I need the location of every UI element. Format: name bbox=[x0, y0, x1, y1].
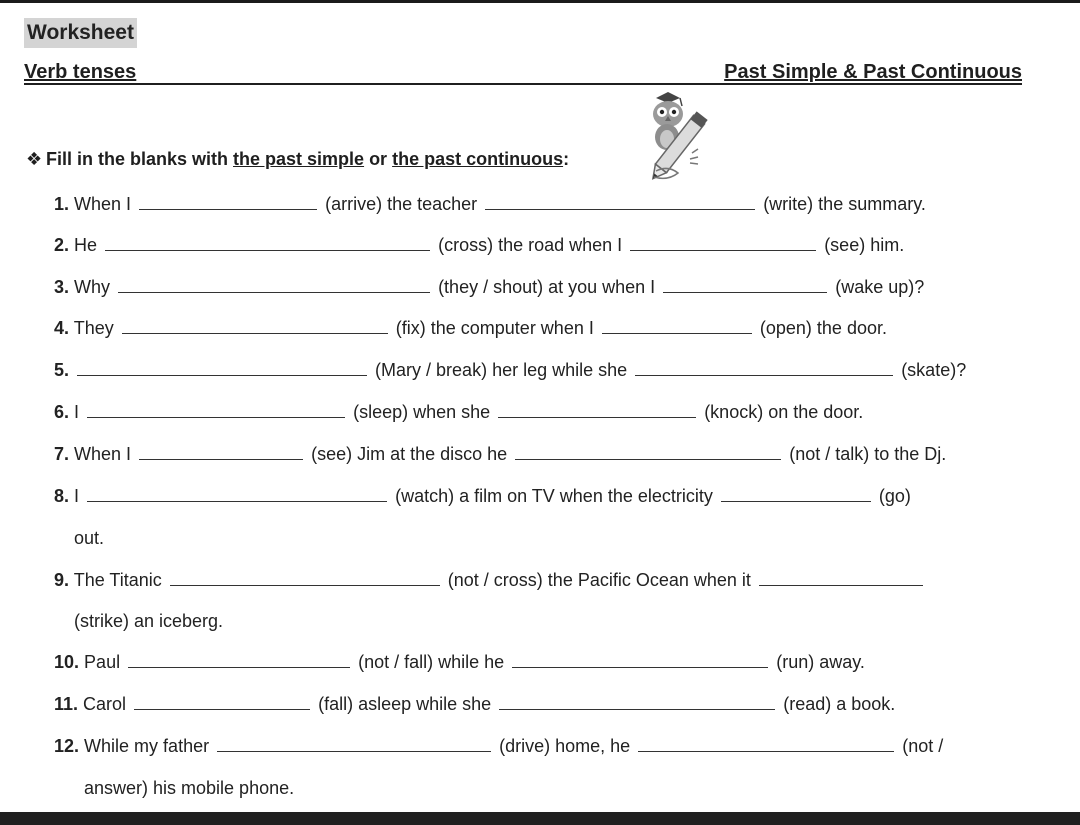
item-number: 3. bbox=[54, 277, 70, 297]
answer-blank[interactable] bbox=[515, 445, 781, 460]
subtopic-heading: Past Simple & Past Continuous bbox=[724, 61, 1022, 83]
item-text: (not / cross) the Pacific Ocean when it bbox=[447, 570, 751, 590]
past-simple-term: the past simple bbox=[233, 149, 365, 169]
instructions-colon: : bbox=[563, 149, 570, 169]
answer-blank[interactable] bbox=[122, 319, 388, 334]
item-number: 6. bbox=[54, 402, 70, 422]
item-text: (see) Jim at the disco he bbox=[311, 444, 508, 464]
item-number: 7. bbox=[54, 444, 70, 464]
answer-blank[interactable] bbox=[630, 236, 816, 251]
answer-blank[interactable] bbox=[512, 653, 768, 668]
item-text: (not / fall) while he bbox=[358, 652, 505, 672]
item-text: Why bbox=[74, 277, 111, 297]
item-text: (they / shout) at you when I bbox=[438, 277, 656, 297]
exercise-item-11 bbox=[54, 693, 895, 715]
answer-blank[interactable] bbox=[87, 487, 387, 502]
item-text: (watch) a film on TV when the electricity bbox=[395, 486, 713, 506]
answer-blank[interactable] bbox=[128, 653, 350, 668]
item-text: out. bbox=[74, 528, 105, 548]
answer-blank[interactable] bbox=[134, 695, 310, 710]
instructions-text: Fill in the blanks with bbox=[46, 149, 234, 169]
answer-blank[interactable] bbox=[217, 737, 491, 752]
bottom-border bbox=[0, 812, 1080, 825]
item-text: (arrive) the teacher bbox=[325, 194, 478, 214]
answer-blank[interactable] bbox=[170, 571, 440, 586]
instructions-text-join: or bbox=[364, 149, 393, 169]
item-text: (wake up)? bbox=[835, 277, 925, 297]
exercise-item-6 bbox=[54, 401, 863, 423]
item-text: Paul bbox=[84, 652, 121, 672]
item-text: (not / bbox=[902, 736, 944, 756]
answer-blank[interactable] bbox=[499, 695, 775, 710]
answer-blank[interactable] bbox=[139, 445, 303, 460]
item-number: 12. bbox=[54, 736, 80, 756]
item-text: (drive) home, he bbox=[499, 736, 631, 756]
item-number: 9. bbox=[54, 570, 70, 590]
item-text: I bbox=[74, 486, 80, 506]
answer-blank[interactable] bbox=[759, 571, 923, 586]
item-text: (Mary / break) her leg while she bbox=[375, 360, 628, 380]
item-number: 1. bbox=[54, 194, 70, 214]
diamond-bullet-icon: ❖ bbox=[26, 149, 43, 169]
item-text: (fall) asleep while she bbox=[318, 694, 492, 714]
exercise-item-8-continued bbox=[74, 527, 104, 549]
answer-blank[interactable] bbox=[87, 403, 345, 418]
answer-blank[interactable] bbox=[118, 278, 430, 293]
item-text: I bbox=[74, 402, 80, 422]
answer-blank[interactable] bbox=[635, 361, 893, 376]
owl-pencil-mascot-icon bbox=[640, 89, 720, 189]
exercise-item-2 bbox=[54, 234, 904, 256]
item-number: 11. bbox=[54, 694, 79, 714]
exercise-item-12 bbox=[54, 735, 943, 757]
item-text: When I bbox=[74, 444, 132, 464]
exercise-item-7 bbox=[54, 443, 946, 465]
item-text: When I bbox=[74, 194, 132, 214]
item-text: (write) the summary. bbox=[763, 194, 926, 214]
answer-blank[interactable] bbox=[602, 319, 752, 334]
item-text: While my father bbox=[84, 736, 210, 756]
answer-blank[interactable] bbox=[105, 236, 430, 251]
item-text: (go) bbox=[878, 486, 911, 506]
exercise-item-5 bbox=[54, 359, 966, 381]
answer-blank[interactable] bbox=[77, 361, 367, 376]
item-text: answer) his mobile phone. bbox=[84, 778, 295, 798]
instructions bbox=[26, 149, 569, 170]
item-text: (read) a book. bbox=[783, 694, 896, 714]
topic-heading: Verb tenses bbox=[24, 61, 137, 83]
item-text: (run) away. bbox=[776, 652, 865, 672]
exercise-item-1 bbox=[54, 193, 926, 215]
item-number: 4. bbox=[54, 318, 70, 338]
item-text: (strike) an iceberg. bbox=[74, 611, 224, 631]
item-text: The Titanic bbox=[73, 570, 162, 590]
answer-blank[interactable] bbox=[638, 737, 894, 752]
item-text: (not / talk) to the Dj. bbox=[789, 444, 947, 464]
item-text: They bbox=[73, 318, 114, 338]
exercise-item-9-continued bbox=[74, 610, 223, 632]
item-text: (see) him. bbox=[824, 235, 905, 255]
item-text: (sleep) when she bbox=[353, 402, 491, 422]
answer-blank[interactable] bbox=[139, 195, 317, 210]
past-continuous-term: the past continuous bbox=[392, 149, 564, 169]
item-number: 5. bbox=[54, 360, 70, 380]
answer-blank[interactable] bbox=[485, 195, 755, 210]
item-text: (cross) the road when I bbox=[438, 235, 623, 255]
item-number: 10. bbox=[54, 652, 80, 672]
item-text: (knock) on the door. bbox=[704, 402, 864, 422]
item-number: 8. bbox=[54, 486, 70, 506]
item-number: 2. bbox=[54, 235, 70, 255]
worksheet-title: Worksheet bbox=[24, 18, 137, 48]
item-text: (open) the door. bbox=[759, 318, 887, 338]
exercise-item-9 bbox=[54, 569, 926, 591]
header-divider bbox=[24, 83, 1022, 85]
item-text: (fix) the computer when I bbox=[395, 318, 594, 338]
exercise-item-8 bbox=[54, 485, 911, 507]
item-text: Carol bbox=[83, 694, 127, 714]
exercise-item-4 bbox=[54, 317, 887, 339]
answer-blank[interactable] bbox=[498, 403, 696, 418]
item-text: (skate)? bbox=[901, 360, 967, 380]
exercise-item-12-continued bbox=[84, 777, 294, 799]
exercise-item-10 bbox=[54, 651, 865, 673]
answer-blank[interactable] bbox=[721, 487, 871, 502]
item-text: He bbox=[74, 235, 98, 255]
exercise-item-3 bbox=[54, 276, 924, 298]
answer-blank[interactable] bbox=[663, 278, 827, 293]
